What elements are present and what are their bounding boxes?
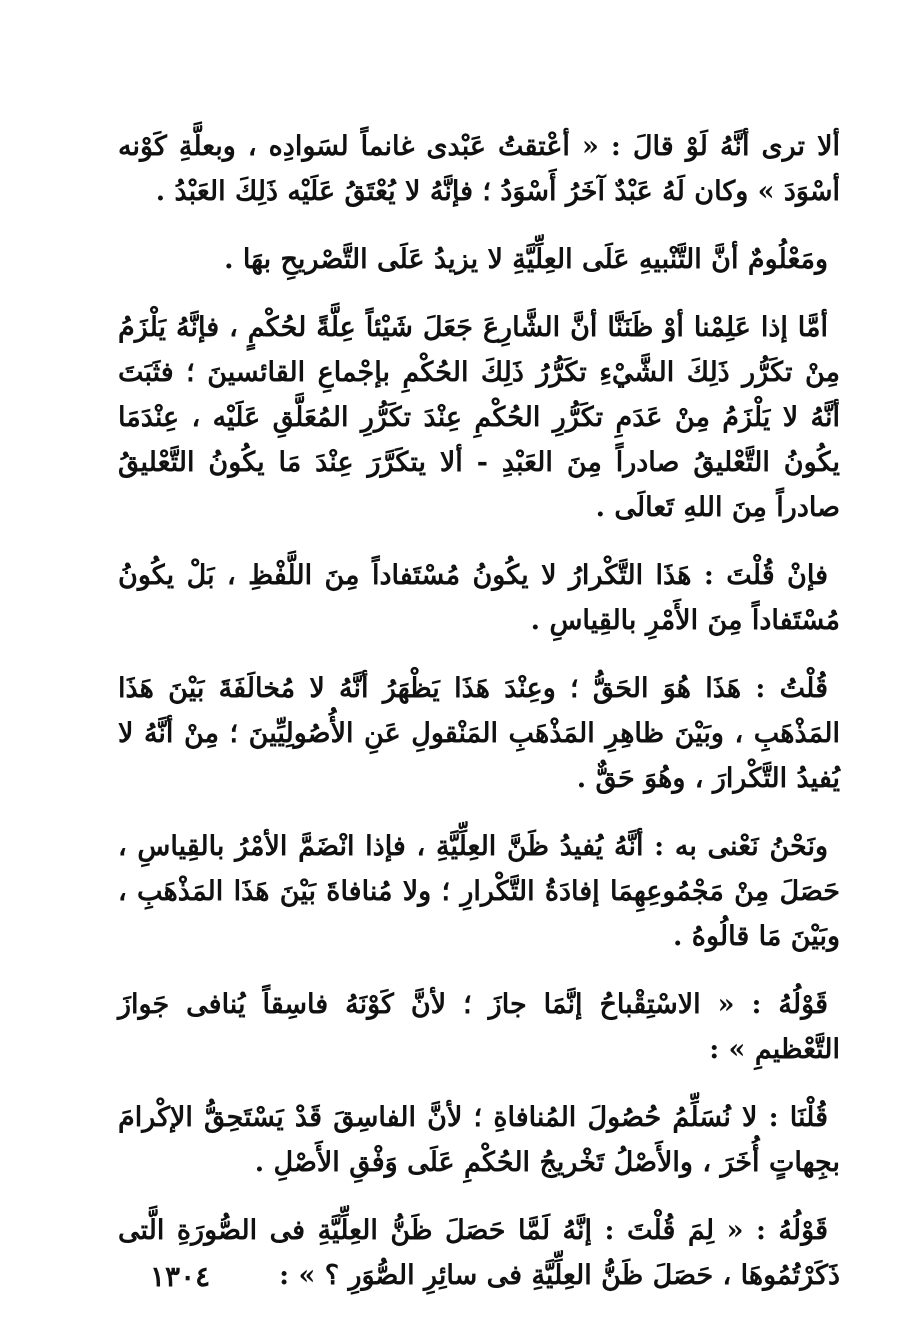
paragraph: قُلْنَا : لا نُسَلِّمُ حُصُولَ المُنافاةِ ؛ لأنَّ الفاسِقَ قَدْ يَسْتَحِقُّ الإكْرامَ بجِهاتٍ أُخَرَ ، والأَصْلُ تَخْريجُ الحُكْمِ عَلَى وَفْقِ الأَصْلِ .: [118, 1102, 840, 1178]
paragraph: ألا ترى أنَّهُ لَوْ قالَ : « أعْتقتُ عَبْدى غانماً لسَوادِه ، وبعلَّةِ كَوْنه أسْوَدَ » وكان لَهُ عَبْدٌ آخَرُ أَسْوَدُ ؛ فإنَّهُ لا يُعْتَقُ عَلَيْه ذَلِكَ العَبْدُ .: [118, 131, 840, 207]
paragraph: ونَحْنُ نَعْنى به : أنَّهُ يُفيدُ ظَنَّ العِلِّيَّةِ ، فإذا انْضَمَّ الأمْرُ بالقِياسِ ، حَصَلَ مِنْ مَجْمُوعِهِمَا إفادَةُ التَّكْرارِ ؛ ولا مُنافاةَ بَيْنَ هَذَا المَذْهَبِ ، وبَيْنَ مَا قالُوهُ .: [118, 831, 840, 952]
paragraph: أمَّا إذا عَلِمْنا أوْ ظَنَنَّا أنَّ الشَّارِعَ جَعَلَ شَيْئاً عِلَّةً لحُكْمٍ ، فإنَّهُ يَلْزَمُ مِنْ تكَرُّر ذَلِكَ الشَّيْءِ تكَرُّرُ ذَلِكَ الحُكْمِ بإجْماعِ القائسينَ ؛ فثَبَتَ أنَّهُ لا يَلْزَمُ مِنْ عَدَمِ تكَرُّرِ الحُكْمِ عِنْدَ تكَرُّرِ المُعَلَّقِ عَلَيْه ، عِنْدَمَا يكُونُ التَّعْليقُ صادراً مِنَ العَبْدِ - ألا يتكَرَّرَ عِنْدَ مَا يكُونُ التَّعْليقُ صادراً مِنَ اللهِ تَعالَى .: [118, 312, 840, 523]
page-body: [118, 124, 840, 1321]
paragraph: قَوْلُهُ : « لِمَ قُلْتَ : إنَّهُ لَمَّا حَصَلَ ظَنُّ العِلِّيَّةِ فى الصُّورَةِ الَّتى ذَكَرْتُمُوهَا ، حَصَلَ ظَنُّ العِلِّيَّةِ فى سائِرِ الصُّوَرِ ؟ » :: [118, 1215, 840, 1291]
paragraph: قَوْلُهُ : « الاسْتِقْباحُ إنَّمَا جازَ ؛ لأنَّ كَوْنَهُ فاسِقاً يُنافى جَوازَ التَّعْظيمِ » :: [118, 989, 840, 1065]
paragraph: ومَعْلُومٌ أنَّ التَّنْبيهِ عَلَى العِلِّيَّةِ لا يزيدُ عَلَى التَّصْريحِ بهَا .: [224, 244, 828, 275]
page-number: ١٣٠٤: [150, 1260, 211, 1293]
paragraph: فإنْ قُلْتَ : هَذَا التَّكْرارُ لا يكُونُ مُسْتَفاداً مِنَ اللَّفْظِ ، بَلْ يكُونُ مُسْتَفاداً مِنَ الأَمْرِ بالقِياسِ .: [118, 560, 840, 636]
paragraph: قُلْتُ : هَذَا هُوَ الحَقُّ ؛ وعِنْدَ هَذَا يَظْهَرُ أنَّهُ لا مُخالَفَةَ بَيْنَ هَذَا المَذْهَبِ ، وبَيْنَ ظاهِرِ المَذْهَبِ المَنْقولِ عَنِ الأُصُولِيِّينَ ؛ مِنْ أنَّهُ لا يُفيدُ التَّكْرارَ ، وهُوَ حَقٌّ .: [118, 673, 840, 794]
